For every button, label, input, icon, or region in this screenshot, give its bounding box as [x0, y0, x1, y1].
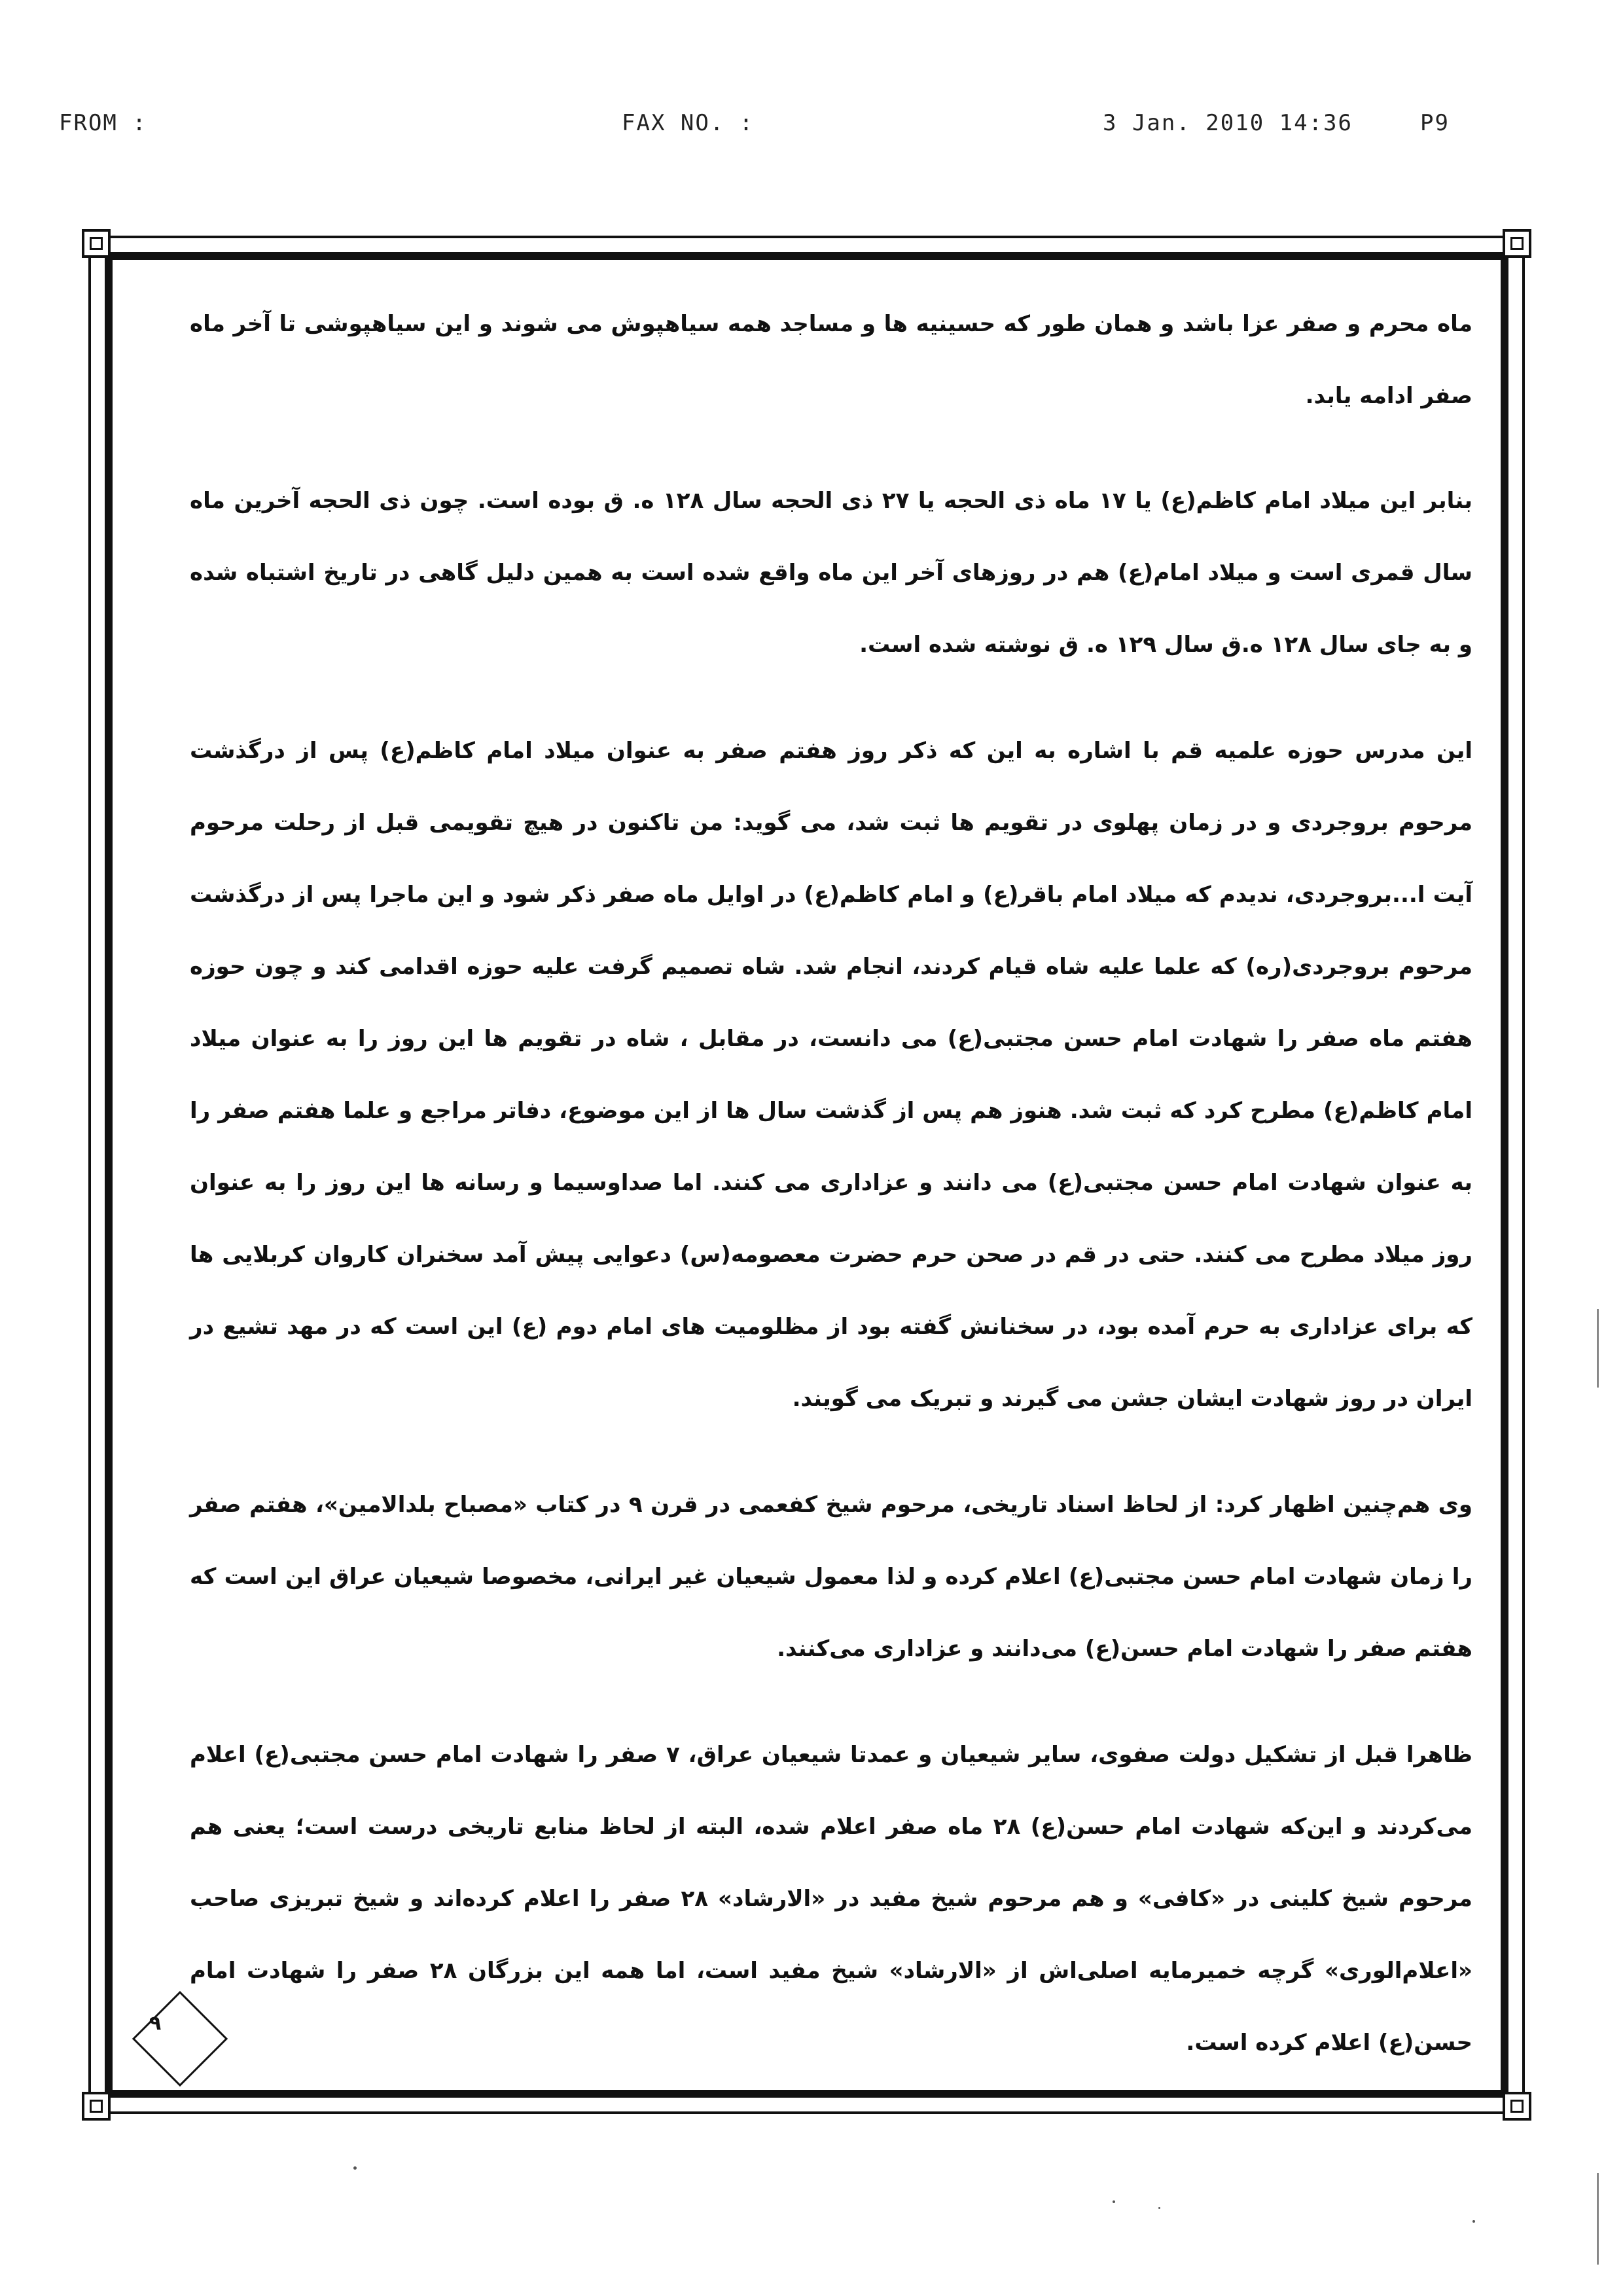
scan-speck — [1113, 2200, 1115, 2203]
paragraph: ظاهرا قبل از تشکیل دولت صفوی، سایر شیعیان و عمدتا شیعیان عراق، ۷ صفر را شهادت امام حسن مجتبی(ع) اعلام می‌کردند و این‌که شهادت امام حسن(ع) ۲۸ ماه صفر اعلام شده، البته از لحاظ منابع تاریخی درست است؛ یعنی هم مرحوم شیخ کلینی در «کافی» و هم مرحوم شیخ مفید در «الارشاد» ۲۸ صفر را اعلام کرده‌اند و شیخ تبریزی صاحب «اعلام‌الوری» گرچه خمیرمایه اصلی‌اش از «الارشاد» شیخ مفید است، اما همه این بزرگان ۲۸ صفر را شهادت امام حسن(ع) اعلام کرده است. — [190, 1742, 1473, 2056]
paragraph: ماه محرم و صفر عزا باشد و همان طور که حسینیه ها و مساجد همه سیاهپوش می شوند و این سیاهپوشی تا آخر ماه صفر ادامه یابد. — [190, 311, 1472, 409]
scan-edge-mark — [1597, 1309, 1599, 1388]
fax-page-number: P9 — [1420, 110, 1450, 136]
paragraph: وی هم‌چنین اظهار کرد: از لحاظ اسناد تاریخی، مرحوم شیخ کفعمی در قرن ۹ در کتاب «مصباح بلدالامین»، هفتم صفر را زمان شهادت امام حسن مجتبی(ع) اعلام کرده و لذا معمول شیعیان غیر ایرانی، مخصوصا شیعیان عراق این است که هفتم صفر را شهادت امام حسن(ع) می‌دانند و عزاداری می‌کنند. — [190, 1492, 1472, 1662]
border-corner-ornament — [1503, 2092, 1531, 2121]
border-corner-ornament — [82, 2092, 111, 2121]
scan-speck — [1472, 2220, 1475, 2223]
scan-speck — [1158, 2207, 1160, 2209]
scan-speck — [353, 2166, 357, 2170]
document-body — [190, 288, 1472, 2113]
scan-edge-mark — [1597, 2173, 1599, 2265]
border-corner-ornament — [1503, 229, 1531, 258]
fax-number-label: FAX NO. : — [622, 110, 755, 136]
fax-header — [59, 110, 1486, 149]
page-number: ۹ — [149, 2012, 162, 2035]
fax-from-label: FROM : — [59, 110, 147, 136]
paragraph: بنابر این میلاد امام کاظم(ع) یا ۱۷ ماه ذی الحجه یا ۲۷ ذی الحجه سال ۱۲۸ ه. ق بوده است. چون ذی الحجه آخرین ماه سال قمری است و میلاد امام(ع) هم در روزهای آخر این ماه واقع شده است به همین دلیل گاهی در تاریخ اشتباه شده و به جای سال ۱۲۸ ه.ق سال ۱۲۹ ه. ق نوشته شده است. — [190, 488, 1472, 658]
page-number-diamond — [131, 1990, 229, 2088]
paragraph: این مدرس حوزه علمیه قم با اشاره به این که ذکر روز هفتم صفر به عنوان میلاد امام کاظم(ع) پس از درگذشت مرحوم بروجردی و در زمان پهلوی در تقویم ها ثبت شد، می گوید: من تاکنون در هیچ تقویمی قبل از رحلت مرحوم آیت ا...بروجردی، ندیدم که میلاد امام باقر(ع) و امام کاظم(ع) در اوایل ماه صفر ذکر شود و این ماجرا پس از درگذشت مرحوم بروجردی(ره) که علما علیه شاه قیام کردند، انجام شد. شاه تصمیم گرفت علیه حوزه اقدامی کند و چون حوزه هفتم ماه صفر را شهادت امام حسن مجتبی(ع) می دانست، در مقابل ، شاه در تقویم ها این روز را به عنوان میلاد امام کاظم(ع) مطرح کرد که ثبت شد. هنوز هم پس از گذشت سال ها از این موضوع، دفاتر مراجع و علما هفتم صفر را به عنوان شهادت امام حسن مجتبی(ع) می دانند و عزاداری می کنند. اما صداوسیما و رسانه ها این روز را به عنوان روز میلاد مطرح می کنند. حتی در قم در صحن حرم حضرت معصومه(س) دعوایی پیش آمد سخنران کاروان کربلایی ها که برای عزاداری به حرم آمده بود، در سخنانش گفته بود از مظلومیت های امام دوم (ع) این است که در مهد تشیع در ایران در روز شهادت ایشان جشن می گیرند و تبریک می گویند. — [190, 738, 1472, 1412]
border-corner-ornament — [82, 229, 111, 258]
fax-date-time: 3 Jan. 2010 14:36 — [1103, 110, 1353, 136]
